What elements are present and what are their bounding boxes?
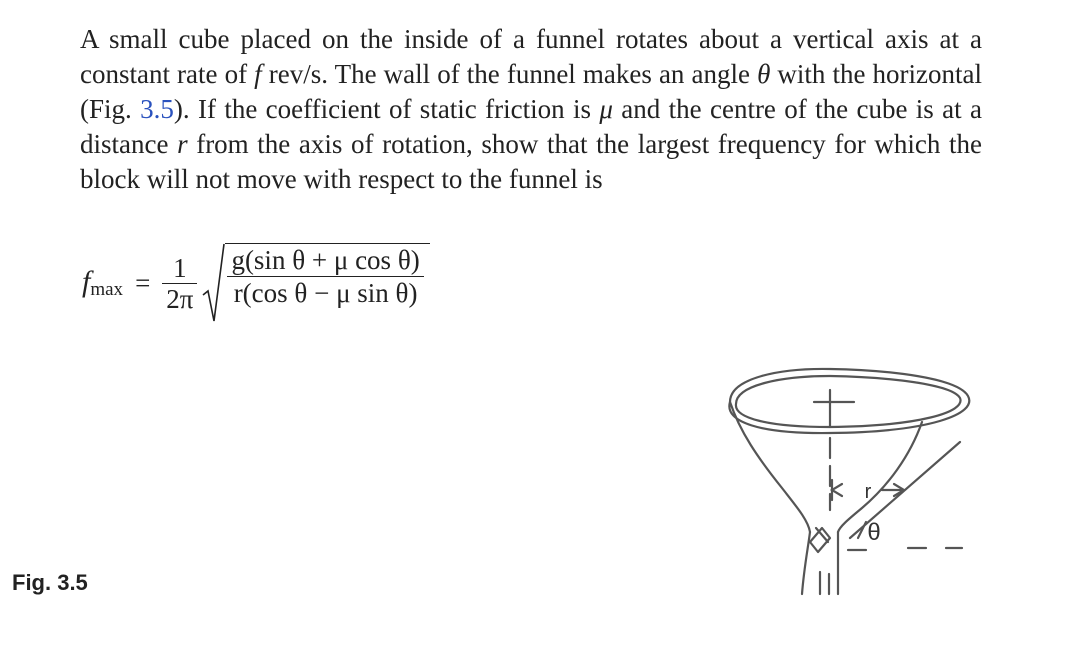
radicand: [225, 243, 429, 323]
problem-text-6: from the axis of rotation, show that the largest frequency for which the block will not move with respect to the funnel is: [80, 129, 982, 194]
radical-sign: [201, 243, 225, 323]
theta-label: θ: [867, 519, 881, 546]
problem-text-3: with the horizontal (Fig.: [80, 59, 983, 124]
funnel-neck-left: [802, 532, 810, 594]
problem-text-1: A small cube placed on the inside of a funnel rotates about a vertical axis at a constant rate of: [80, 24, 982, 89]
equals-sign: =: [135, 267, 151, 298]
square-root: [201, 243, 429, 323]
radicand-denominator: r(cos θ − μ sin θ): [233, 278, 418, 308]
problem-text-5: and the centre of the cube is at a distance: [80, 94, 983, 159]
problem-statement: [80, 22, 982, 197]
symbol-mu: μ: [599, 94, 613, 124]
r-arrow-left-head: [832, 484, 842, 496]
radicand-fraction: [227, 244, 423, 309]
fmax-equation: [82, 243, 430, 323]
lhs-subscript: max: [90, 279, 124, 300]
prefactor-numerator: 1: [173, 252, 187, 283]
problem-text-4: ). If the coefficient of static friction is: [173, 94, 600, 124]
funnel-right-wall: [838, 422, 922, 532]
figure-caption: Fig. 3.5: [12, 570, 88, 595]
problem-text-2: rev/s. The wall of the funnel makes an angle: [261, 59, 758, 89]
lhs-symbol: f: [82, 265, 91, 298]
figure-reference-link[interactable]: 3.5: [140, 94, 174, 124]
radicand-numerator: g(sin θ + μ cos θ): [231, 245, 420, 275]
symbol-theta: θ: [757, 59, 771, 89]
prefactor-denominator: 2π: [166, 283, 194, 314]
symbol-r: r: [177, 129, 188, 159]
prefactor-fraction: [162, 253, 197, 314]
equation-lhs: [82, 265, 123, 301]
funnel-diagram: [690, 360, 1020, 610]
r-label: r: [864, 481, 872, 503]
problem-paragraph: [80, 22, 982, 197]
cube-sketch: [810, 528, 830, 552]
symbol-f: f: [254, 59, 262, 89]
